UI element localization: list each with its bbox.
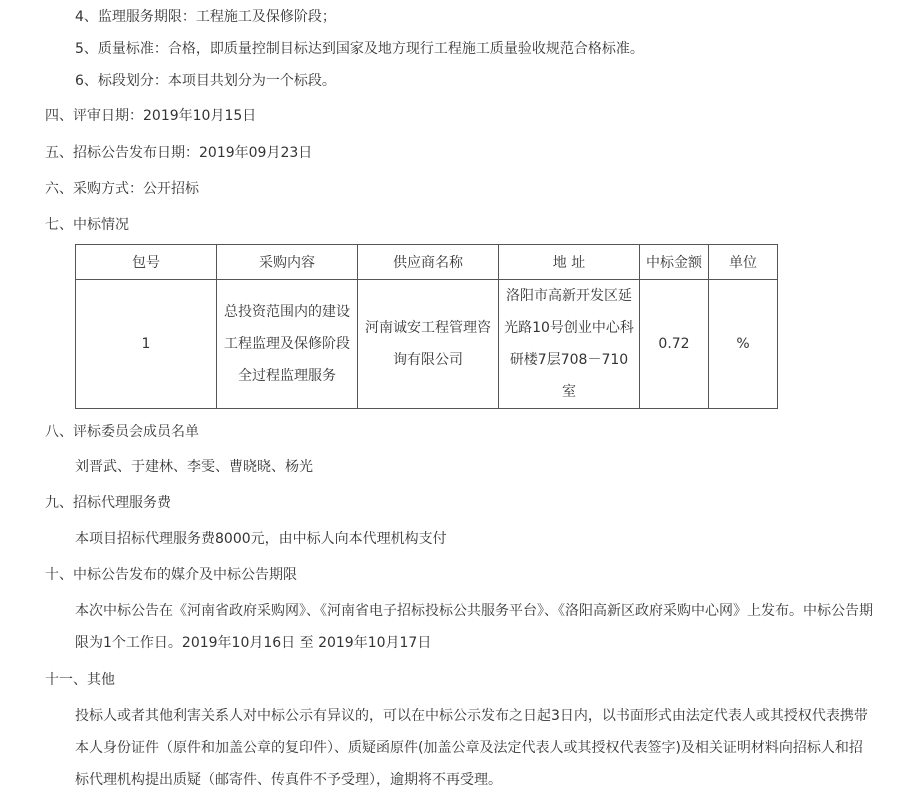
section-procurement-method: 六、采购方式：公开招标 [45, 181, 199, 197]
cell-amount: 0.72 [640, 280, 709, 409]
cell-supplier: 河南诚安工程管理咨询有限公司 [358, 280, 499, 409]
section-agency-fee: 九、招标代理服务费 [45, 495, 171, 511]
section-review-date: 四、评审日期：2019年10月15日 [45, 108, 257, 124]
header-amount: 中标金额 [640, 245, 709, 280]
section-media: 十、中标公告发布的媒介及中标公告期限 [45, 567, 297, 583]
table-row [76, 280, 778, 409]
media-text: 本次中标公告在《河南省政府采购网》、《河南省电子招标投标公共服务平台》、《洛阳高新区政府采购中心网》上发布。中标公告期限为1个工作日。2019年10月16日 至 2019年10月17日 [75, 603, 873, 651]
item-lot-division: 6、标段划分：本项目共划分为一个标段。 [75, 73, 336, 89]
cell-address: 洛阳市高新开发区延光路10号创业中心科研楼7层708－710室 [499, 280, 640, 409]
cell-unit: % [709, 280, 778, 409]
award-table [75, 244, 778, 409]
agency-fee-text: 本项目招标代理服务费8000元，由中标人向本代理机构支付 [75, 531, 447, 547]
other-text: 投标人或者其他利害关系人对中标公示有异议的，可以在中标公示发布之日起3日内，以书面形式由法定代表人或其授权代表携带本人身份证件（原件和加盖公章的复印件）、质疑函原件(加盖公章及法定代表人或其授权代表签字)及相关证明材料向招标人和招标代理机构提出质疑（邮寄件、传真件不予受理），逾期将不再受理。 [75, 708, 868, 788]
item-service-period: 4、监理服务期限：工程施工及保修阶段； [75, 9, 336, 25]
section-committee: 八、评标委员会成员名单 [45, 424, 199, 440]
header-content: 采购内容 [217, 245, 358, 280]
header-supplier: 供应商名称 [358, 245, 499, 280]
cell-content: 总投资范围内的建设工程监理及保修阶段全过程监理服务 [217, 280, 358, 409]
section-other: 十一、其他 [45, 672, 115, 688]
header-address: 地 址 [499, 245, 640, 280]
section-publish-date: 五、招标公告发布日期：2019年09月23日 [45, 145, 313, 161]
item-quality-standard: 5、质量标准：合格，即质量控制目标达到国家及地方现行工程施工质量验收规范合格标准。 [75, 41, 644, 57]
section-award-heading: 七、中标情况 [45, 217, 129, 233]
header-package: 包号 [76, 245, 217, 280]
table-header-row [76, 245, 778, 280]
header-unit: 单位 [709, 245, 778, 280]
committee-members: 刘晋武、于建林、李雯、曹晓晓、杨光 [75, 459, 313, 475]
cell-package: 1 [76, 280, 217, 409]
